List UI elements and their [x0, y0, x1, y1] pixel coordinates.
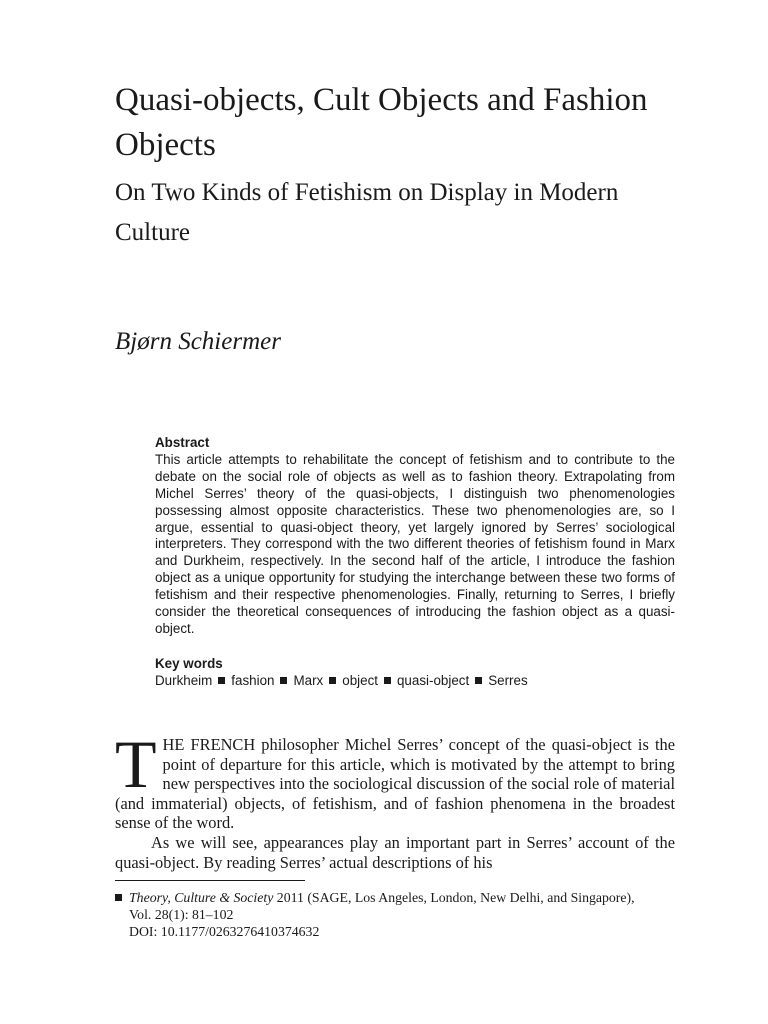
keyword: Serres	[488, 672, 528, 688]
keyword: Durkheim	[155, 672, 213, 688]
abstract-text: This article attempts to rehabilitate the concept of fetishism and to contribute to the debate on the social role of objects as well as to fashion theory. Extrapolating from Michel Serres’ theory of the quasi-objects, I distinguish two phenomenologies possessing almost opposite characteristics. These two phenomenologies are, so I argue, essential to quasi-object theory, yet largely ignored by Serres’ sociological interpreters. They correspond with the two different theories of fetishism found in Marx and Durkheim, respectively. In the second half of the article, I introduce the fashion object as a unique opportunity for studying the interchange between these two forms of fetishism and their respective phenomenologies. Finally, returning to Serres, I briefly consider the theoretical consequences of introducing the fashion object as a quasi-object.	[155, 451, 675, 636]
square-bullet-icon	[329, 677, 336, 684]
abstract-heading: Abstract	[155, 435, 210, 450]
article-title: Quasi-objects, Cult Objects and Fashion Objects	[115, 82, 648, 163]
footnote-divider	[115, 880, 305, 881]
paragraph-text: HE FRENCH philosopher Michel Serres’ concept of the quasi-object is the point of departure for this article, which is motivated by the attempt to bring new perspectives into the sociological discussion of the social role of material (and immaterial) objects, of fetishism, and of fashion phenomena in the broadest sense of the word.	[115, 735, 675, 833]
keywords-list	[155, 673, 675, 690]
square-bullet-icon	[218, 677, 225, 684]
square-bullet-icon	[475, 677, 482, 684]
square-bullet-icon	[115, 894, 122, 901]
journal-name: Theory, Culture & Society	[129, 890, 274, 905]
keyword: Marx	[293, 672, 324, 688]
keywords-section	[155, 656, 675, 690]
volume-info: Vol. 28(1): 81–102	[129, 907, 234, 922]
square-bullet-icon	[280, 677, 287, 684]
body-paragraph	[115, 726, 675, 833]
keyword: fashion	[231, 672, 275, 688]
footnote-line	[115, 889, 680, 906]
abstract-section	[155, 435, 675, 690]
citation-footnote	[115, 889, 680, 940]
body-paragraph: As we will see, appearances play an important part in Serres’ account of the quasi-object. By reading Serres’ actual descriptions of his	[115, 832, 675, 872]
keyword: quasi-object	[396, 672, 470, 688]
square-bullet-icon	[384, 677, 391, 684]
keyword: object	[342, 672, 378, 688]
author-name: Bjørn Schiermer	[115, 328, 281, 355]
article-subtitle: On Two Kinds of Fetishism on Display in Modern Culture	[115, 179, 619, 246]
main-body-text	[115, 726, 675, 872]
keywords-heading: Key words	[155, 655, 223, 671]
doi-info: DOI: 10.1177/0263276410374632	[129, 924, 320, 939]
drop-cap: T	[115, 726, 157, 802]
publisher-info: 2011 (SAGE, Los Angeles, London, New Delhi, and Singapore),	[273, 890, 635, 905]
